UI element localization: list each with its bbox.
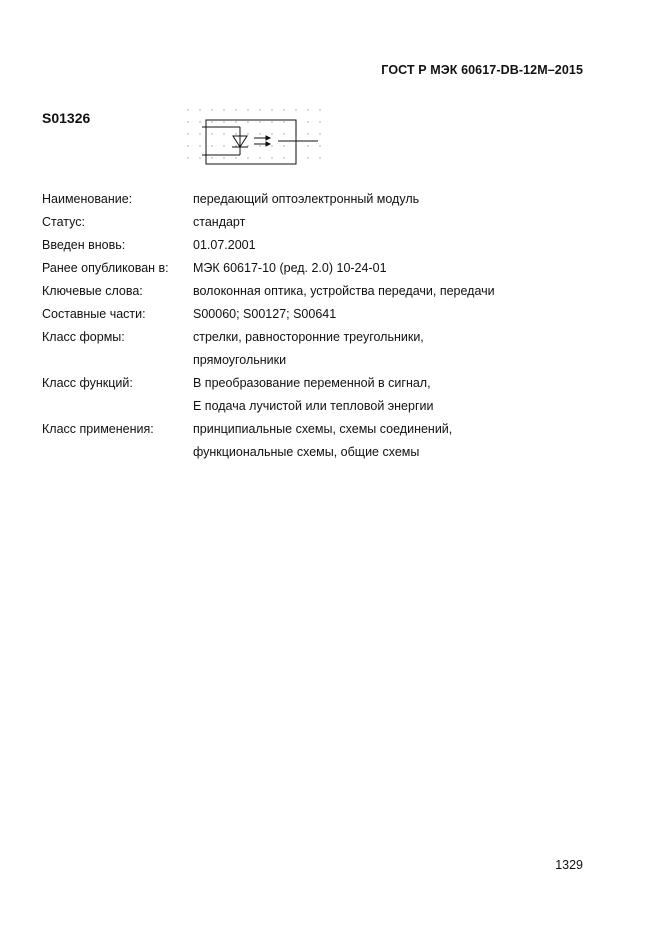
grid-dot [223,133,224,134]
grid-dot [319,121,320,122]
grid-dot [211,157,212,158]
property-row [42,280,602,303]
property-label: Ключевые слова: [42,284,143,298]
property-value [193,303,602,326]
grid-dot [319,133,320,134]
grid-dot [199,145,200,146]
grid-dot [283,121,284,122]
grid-dot [319,109,320,110]
grid-dot [211,121,212,122]
grid-dot [211,133,212,134]
properties-list [42,188,602,464]
grid-dot [247,121,248,122]
grid-dot [223,109,224,110]
grid-dot [187,133,188,134]
property-value [193,372,602,418]
property-value [193,211,602,234]
grid-dot [199,157,200,158]
property-value-line: волоконная оптика, устройства передачи, передачи [193,284,495,298]
property-row [42,234,602,257]
property-label: Составные части: [42,307,146,321]
document-header: ГОСТ Р МЭК 60617-DB-12M–2015 [381,63,583,77]
grid-dot [295,109,296,110]
grid-dot [235,121,236,122]
property-row [42,326,602,372]
grid-dot [319,157,320,158]
property-row [42,418,602,464]
property-value-line: В преобразование переменной в сигнал, [193,376,431,390]
grid-dot [259,157,260,158]
grid-dot [199,109,200,110]
grid-dot [187,157,188,158]
property-value [193,234,602,257]
grid-dot [283,109,284,110]
grid-dot [307,133,308,134]
grid-dot [271,145,272,146]
grid-dot [283,145,284,146]
property-value-line: прямоугольники [193,353,287,367]
property-value [193,188,602,211]
property-value [193,418,602,464]
property-label: Статус: [42,215,85,229]
grid-dot [283,133,284,134]
optoelectronic-module-figure [182,104,332,172]
property-label: Класс формы: [42,330,125,344]
property-label: Ранее опубликован в: [42,261,169,275]
grid-dot [271,157,272,158]
grid-dot [199,133,200,134]
grid-dot [259,145,260,146]
grid-dot [247,133,248,134]
grid-dot [259,133,260,134]
grid-dot [307,145,308,146]
grid-dot [187,145,188,146]
grid-dot [307,109,308,110]
property-row [42,372,602,418]
grid-dot [259,121,260,122]
property-label: Введен вновь: [42,238,126,252]
property-label: Наименование: [42,192,133,206]
symbol-code: S01326 [42,110,91,126]
grid-dot [235,145,236,146]
grid-dot [283,157,284,158]
grid-dot [319,145,320,146]
property-row [42,303,602,326]
property-value [193,280,602,303]
grid-dot [235,133,236,134]
page-number: 1329 [555,858,583,872]
grid-dot [187,121,188,122]
grid-dot [235,157,236,158]
grid-dot [247,145,248,146]
property-value-line: S00060; S00127; S00641 [193,307,337,321]
property-value-line: функциональные схемы, общие схемы [193,445,420,459]
emission-arrows-icon [254,136,270,146]
grid-dot [235,109,236,110]
property-value [193,257,602,280]
grid-dot [307,121,308,122]
figure-grid [187,109,320,158]
property-value-line: принципиальные схемы, схемы соединений, [193,422,453,436]
grid-dot [271,133,272,134]
property-label: Класс функций: [42,376,133,390]
property-label: Класс применения: [42,422,154,436]
property-value-line: стрелки, равносторонние треугольники, [193,330,424,344]
grid-dot [223,145,224,146]
property-value-line: Е подача лучистой или тепловой энергии [193,399,434,413]
grid-dot [211,109,212,110]
grid-dot [211,145,212,146]
property-row [42,257,602,280]
grid-dot [247,157,248,158]
grid-dot [259,109,260,110]
grid-dot [187,109,188,110]
property-value-line: передающий оптоэлектронный модуль [193,192,420,206]
grid-dot [271,109,272,110]
property-value-line: МЭК 60617-10 (ред. 2.0) 10-24-01 [193,261,387,275]
property-value-line: 01.07.2001 [193,238,256,252]
grid-dot [271,121,272,122]
property-value-line: стандарт [193,215,246,229]
grid-dot [307,157,308,158]
grid-dot [223,121,224,122]
property-value [193,326,602,372]
grid-dot [247,109,248,110]
property-row [42,211,602,234]
grid-dot [199,121,200,122]
property-row [42,188,602,211]
grid-dot [223,157,224,158]
